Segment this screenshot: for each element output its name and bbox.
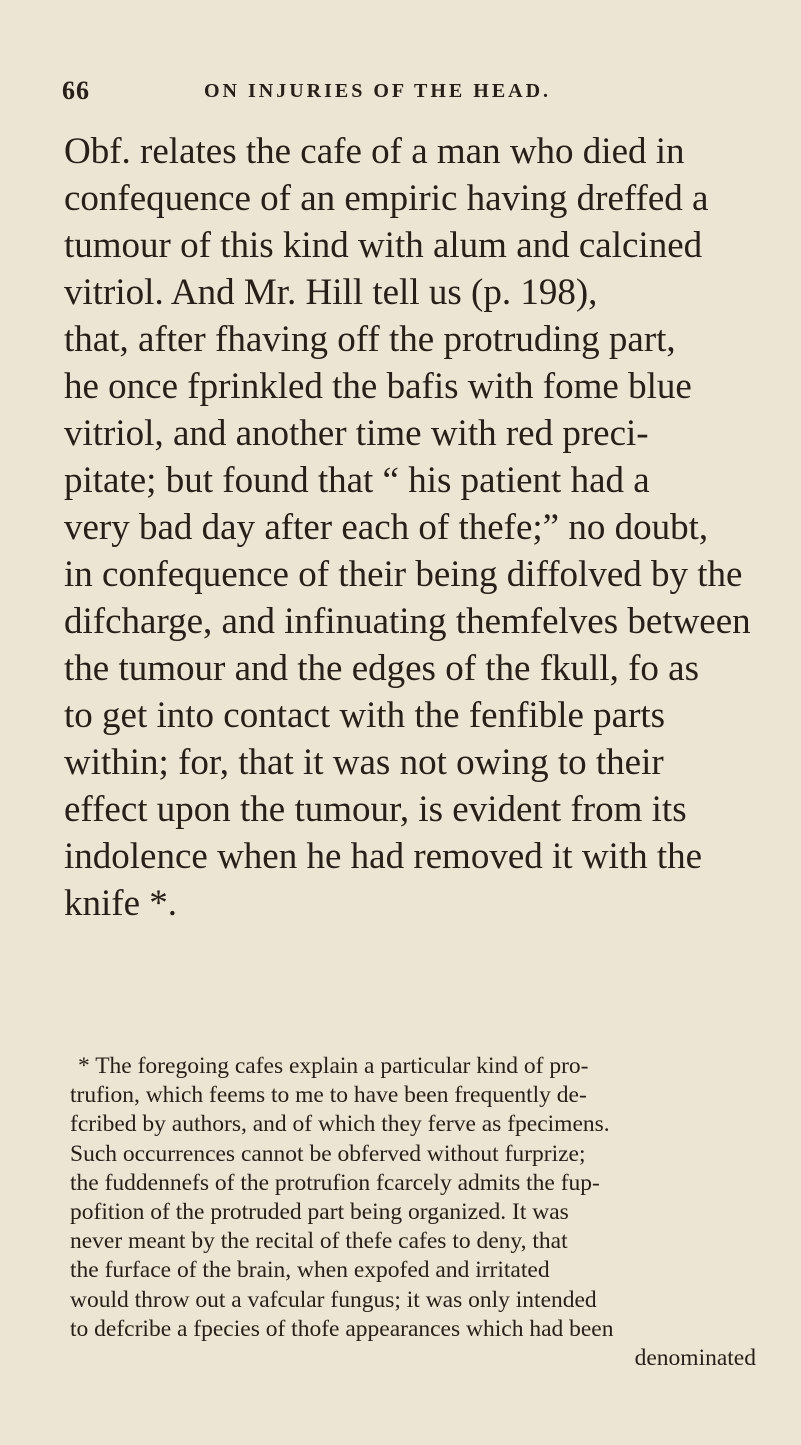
body-line: vitriol. And Mr. Hill tell us (p. 198), [64, 272, 598, 313]
body-line: pitate; but found that “ his patient had a [64, 460, 650, 501]
footnote-line: pofition of the protruded part being organized. It was [70, 1199, 569, 1226]
page-header [62, 76, 742, 112]
body-line: very bad day after each of thefe;” no doubt, [64, 507, 709, 548]
body-line: he once fprinkled the bafis with fome blue [64, 366, 692, 407]
body-line: knife *. [64, 883, 178, 924]
body-line: tumour of this kind with alum and calcined [64, 225, 703, 266]
body-line: that, after fhaving off the protruding part, [64, 319, 676, 360]
footnote [70, 1052, 770, 1373]
footnote-line: would throw out a vafcular fungus; it was only intended [70, 1286, 597, 1313]
body-line: indolence when he had removed it with the [64, 836, 703, 877]
footnote-line: * The foregoing cafes explain a particular kind of pro- [78, 1053, 589, 1079]
body-line: in confequence of their being diffolved by the [64, 554, 743, 595]
body-line: confequence of an empiric having dreffed a [64, 178, 709, 219]
footnote-line: never meant by the recital of thefe cafes to deny, that [70, 1228, 568, 1255]
body-line: within; for, that it was not owing to their [64, 742, 664, 783]
footnote-line: the furface of the brain, when expofed and irritated [70, 1257, 550, 1284]
footnote-line: fcribed by authors, and of which they ferve as fpecimens. [70, 1111, 610, 1138]
footnote-line: the fuddennefs of the protrufion fcarcely admits the fup- [70, 1169, 600, 1196]
footnote-line: Such occurrences cannot be obferved without furprize; [70, 1140, 586, 1167]
body-line: effect upon the tumour, is evident from its [64, 789, 687, 830]
page-number: 66 [62, 76, 90, 105]
running-head: ON INJURIES OF THE HEAD. [204, 80, 552, 102]
catchword: denominated [634, 1345, 756, 1372]
body-line: vitriol, and another time with red preci- [64, 413, 649, 454]
body-line: the tumour and the edges of the fkull, fo as [64, 648, 699, 689]
body-text [64, 128, 764, 927]
body-line: difcharge, and infinuating themfelves between [64, 601, 751, 642]
footnote-line: to defcribe a fpecies of thofe appearances which had been [70, 1315, 614, 1342]
footnote-line: trufion, which feems to me to have been frequently de- [70, 1082, 587, 1109]
body-line: Obf. relates the cafe of a man who died in [64, 131, 685, 172]
body-line: to get into contact with the fenfible parts [64, 695, 666, 736]
